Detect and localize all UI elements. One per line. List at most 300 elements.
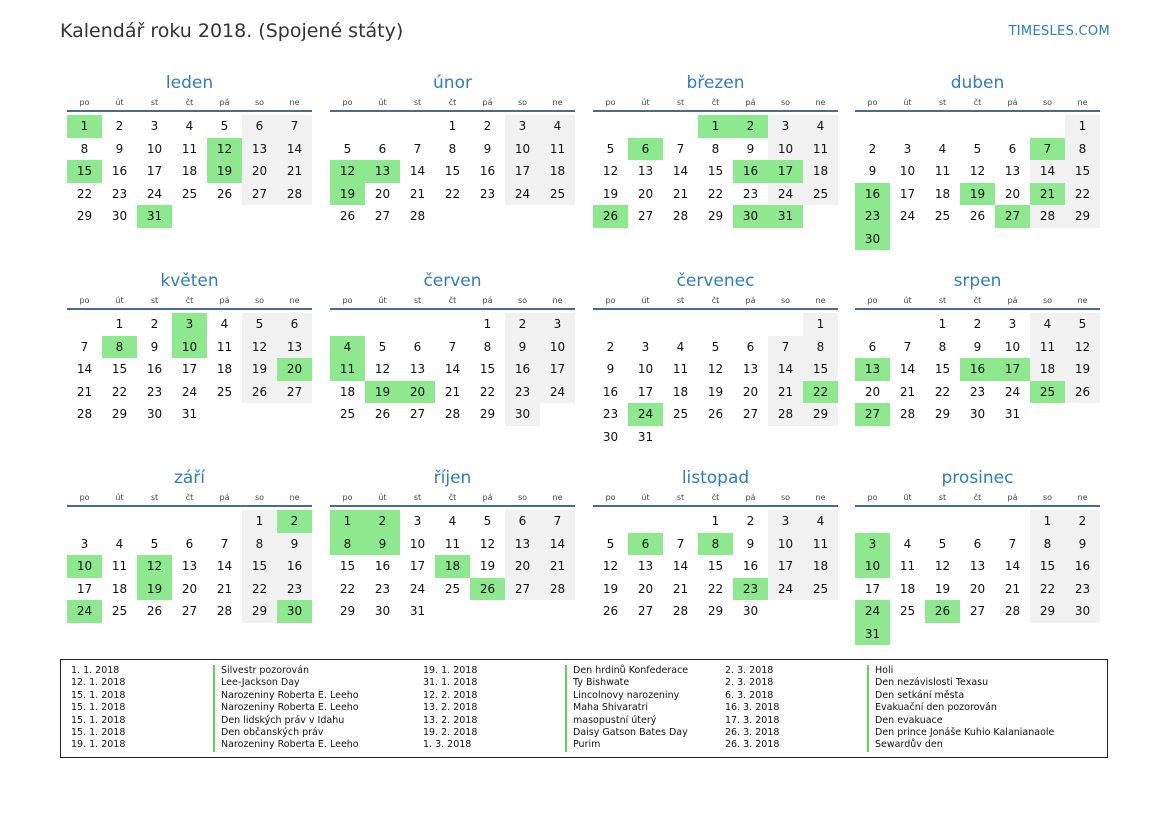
month-name: listopad xyxy=(681,468,750,488)
weekday-label: po xyxy=(605,98,616,107)
empty-cell xyxy=(890,115,925,138)
weekday-label: út xyxy=(903,98,912,107)
month-block xyxy=(593,270,838,448)
holiday-day-cell: 20 xyxy=(277,358,312,381)
day-cell: 8 xyxy=(80,141,89,156)
weekday-label: pá xyxy=(745,98,756,107)
weekday-label: ne xyxy=(1077,296,1088,305)
day-cell: 12 xyxy=(374,362,391,376)
week-row xyxy=(67,381,312,404)
empty-cell xyxy=(102,510,137,533)
weekday-label: út xyxy=(903,296,912,305)
day-cell: 16 xyxy=(742,559,759,573)
holiday-date: 12. 1. 2018 xyxy=(71,677,126,689)
empty-cell xyxy=(365,115,400,138)
day-cell: 24 xyxy=(768,578,803,601)
weekday-label: út xyxy=(378,296,387,305)
holiday-date: 26. 3. 2018 xyxy=(725,726,780,738)
day-cell: 3 xyxy=(150,119,159,133)
day-cell: 28 xyxy=(899,407,916,421)
day-cell: 18 xyxy=(111,581,128,596)
holiday-day-cell: 6 xyxy=(628,533,663,556)
month-name: březen xyxy=(686,73,745,93)
day-cell: 7 xyxy=(413,141,422,156)
month-block xyxy=(855,467,1100,645)
weekday-label: čt xyxy=(973,98,982,107)
empty-cell xyxy=(995,228,1030,251)
month-name: květen xyxy=(160,271,219,291)
empty-cell xyxy=(733,426,768,449)
empty-cell xyxy=(435,313,470,336)
day-cell: 8 xyxy=(1065,138,1100,161)
weekday-label: čt xyxy=(973,493,982,502)
day-cell: 26 xyxy=(602,604,619,618)
day-cell: 7 xyxy=(676,141,685,156)
day-cell: 1 xyxy=(1065,115,1100,138)
day-cell: 26 xyxy=(1065,381,1100,404)
weekday-header xyxy=(593,96,838,112)
weekday-label: pá xyxy=(482,493,493,502)
holiday-entry xyxy=(725,715,1105,727)
empty-cell xyxy=(1030,623,1065,646)
holiday-date: 19. 2. 2018 xyxy=(423,726,478,738)
day-cell: 29 xyxy=(707,604,724,618)
holiday-day-cell: 7 xyxy=(1030,138,1065,161)
week-row xyxy=(855,336,1100,359)
weekday-label: so xyxy=(254,296,265,305)
day-cell: 18 xyxy=(899,581,916,596)
day-cell: 1 xyxy=(483,317,492,331)
month-block xyxy=(593,467,838,623)
day-cell: 5 xyxy=(606,536,615,551)
holiday-day-cell: 16 xyxy=(855,183,890,206)
weekday-label: pá xyxy=(1007,296,1018,305)
day-cell: 18 xyxy=(1030,358,1065,381)
holiday-day-cell: 12 xyxy=(330,160,365,183)
day-cell: 18 xyxy=(672,384,689,399)
day-cell: 2 xyxy=(868,141,877,156)
weekday-label: pá xyxy=(219,98,230,107)
week-row xyxy=(330,115,575,138)
holiday-name: Lee-Jackson Day xyxy=(213,677,300,689)
weekday-label: so xyxy=(517,493,528,502)
day-cell: 20 xyxy=(637,186,654,201)
day-cell: 23 xyxy=(277,578,312,601)
empty-cell xyxy=(960,115,995,138)
day-cell: 7 xyxy=(676,536,685,551)
holiday-day-cell: 20 xyxy=(400,381,435,404)
weekday-label: po xyxy=(605,296,616,305)
day-cell: 3 xyxy=(413,514,422,528)
day-cell: 5 xyxy=(711,339,720,354)
day-cell: 15 xyxy=(1030,555,1065,578)
month-block xyxy=(855,270,1100,426)
day-cell: 6 xyxy=(505,510,540,533)
day-cell: 22 xyxy=(444,186,461,201)
day-cell: 14 xyxy=(216,559,233,573)
day-cell: 1 xyxy=(448,119,457,133)
empty-cell xyxy=(1030,403,1065,426)
empty-cell xyxy=(663,510,698,533)
day-cell: 8 xyxy=(483,339,492,354)
week-row xyxy=(855,138,1100,161)
day-cell: 26 xyxy=(969,209,986,223)
weekday-label: út xyxy=(115,493,124,502)
holiday-day-cell: 19 xyxy=(365,381,400,404)
empty-cell xyxy=(207,403,242,426)
page-title: Kalendář roku 2018. (Spojené státy) xyxy=(60,20,404,42)
day-cell: 30 xyxy=(742,604,759,618)
holiday-day-cell: 19 xyxy=(137,578,172,601)
weekday-label: čt xyxy=(448,98,457,107)
weekday-label: čt xyxy=(185,98,194,107)
day-cell: 17 xyxy=(76,581,93,596)
week-row xyxy=(855,205,1100,228)
weekday-label: st xyxy=(938,296,947,305)
weekday-label: so xyxy=(780,98,791,107)
day-cell: 9 xyxy=(505,336,540,359)
day-cell: 18 xyxy=(803,160,838,183)
month-block xyxy=(67,270,312,426)
day-cell: 21 xyxy=(277,160,312,183)
day-cell: 22 xyxy=(339,581,356,596)
holiday-day-cell: 26 xyxy=(925,600,960,623)
day-cell: 17 xyxy=(505,160,540,183)
day-cell: 3 xyxy=(540,313,575,336)
month-name: září xyxy=(173,468,206,488)
day-cell: 1 xyxy=(938,317,947,331)
day-cell: 21 xyxy=(672,581,689,596)
day-cell: 17 xyxy=(409,559,426,573)
week-row xyxy=(330,533,575,556)
day-cell: 28 xyxy=(409,209,426,223)
day-cell: 12 xyxy=(602,164,619,178)
week-row xyxy=(67,600,312,623)
day-cell: 16 xyxy=(602,384,619,399)
holiday-entry xyxy=(71,702,451,714)
brand-logo[interactable]: TIMESLES.COM xyxy=(1008,24,1110,39)
week-row xyxy=(67,205,312,228)
holiday-date: 26. 3. 2018 xyxy=(725,739,780,751)
day-cell: 27 xyxy=(242,183,277,206)
day-cell: 31 xyxy=(409,604,426,618)
empty-cell xyxy=(663,426,698,449)
day-cell: 5 xyxy=(150,536,159,551)
day-cell: 30 xyxy=(505,403,540,426)
month-name: červenec xyxy=(676,271,755,291)
holiday-name: Den prince Jonáše Kuhio Kalanianaole xyxy=(867,727,1054,739)
holiday-day-cell: 16 xyxy=(960,358,995,381)
day-cell: 2 xyxy=(1065,510,1100,533)
day-cell: 10 xyxy=(768,533,803,556)
day-cell: 24 xyxy=(768,183,803,206)
day-cell: 5 xyxy=(378,339,387,354)
day-cell: 27 xyxy=(181,604,198,618)
day-cell: 3 xyxy=(1008,317,1017,331)
week-row xyxy=(593,336,838,359)
weekday-label: po xyxy=(867,493,878,502)
day-cell: 27 xyxy=(637,604,654,618)
empty-cell xyxy=(995,623,1030,646)
weekday-label: čt xyxy=(711,98,720,107)
empty-cell xyxy=(277,403,312,426)
day-cell: 20 xyxy=(1004,186,1021,201)
day-cell: 9 xyxy=(746,141,755,156)
day-cell: 15 xyxy=(934,362,951,376)
day-cell: 13 xyxy=(181,559,198,573)
weekday-header xyxy=(855,96,1100,112)
holiday-name: Lincolnovy narozeniny xyxy=(565,690,679,702)
day-cell: 17 xyxy=(181,362,198,376)
holiday-entry xyxy=(725,690,1105,702)
day-cell: 9 xyxy=(606,362,615,376)
holiday-day-cell: 24 xyxy=(67,600,102,623)
day-cell: 14 xyxy=(672,164,689,178)
empty-cell xyxy=(960,228,995,251)
weekday-label: pá xyxy=(482,98,493,107)
day-cell: 16 xyxy=(505,358,540,381)
day-cell: 20 xyxy=(181,581,198,596)
day-cell: 7 xyxy=(903,339,912,354)
holiday-entry xyxy=(725,727,1105,739)
day-cell: 11 xyxy=(803,138,838,161)
day-cell: 11 xyxy=(803,533,838,556)
weekday-label: po xyxy=(79,493,90,502)
week-row xyxy=(330,578,575,601)
day-cell: 1 xyxy=(115,317,124,331)
day-cell: 15 xyxy=(707,164,724,178)
day-cell: 18 xyxy=(934,186,951,201)
week-row xyxy=(330,138,575,161)
holiday-name: Den lidských práv v Idahu xyxy=(213,715,344,727)
day-cell: 25 xyxy=(216,384,233,399)
day-cell: 6 xyxy=(185,536,194,551)
day-cell: 16 xyxy=(479,164,496,178)
day-cell: 10 xyxy=(146,141,163,156)
day-cell: 11 xyxy=(899,559,916,573)
empty-cell xyxy=(400,115,435,138)
week-row xyxy=(593,555,838,578)
week-row xyxy=(855,623,1100,646)
empty-cell xyxy=(505,600,540,623)
holiday-date: 6. 3. 2018 xyxy=(725,689,774,701)
day-cell: 28 xyxy=(1030,205,1065,228)
day-cell: 27 xyxy=(409,407,426,421)
weekday-label: út xyxy=(115,98,124,107)
empty-cell xyxy=(995,510,1030,533)
weekday-label: ne xyxy=(1077,98,1088,107)
day-cell: 8 xyxy=(448,141,457,156)
week-row xyxy=(67,358,312,381)
holiday-day-cell: 31 xyxy=(855,623,890,646)
week-row xyxy=(330,313,575,336)
day-cell: 25 xyxy=(803,183,838,206)
day-cell: 15 xyxy=(111,362,128,376)
day-cell: 29 xyxy=(707,209,724,223)
day-cell: 16 xyxy=(146,362,163,376)
day-cell: 4 xyxy=(938,141,947,156)
weekday-label: čt xyxy=(185,296,194,305)
holiday-column xyxy=(725,665,1105,752)
empty-cell xyxy=(733,313,768,336)
weekday-label: st xyxy=(150,493,159,502)
day-cell: 19 xyxy=(1065,358,1100,381)
day-cell: 17 xyxy=(768,555,803,578)
day-cell: 21 xyxy=(1004,581,1021,596)
month-block xyxy=(67,467,312,623)
month-block xyxy=(330,270,575,426)
day-cell: 13 xyxy=(969,559,986,573)
holiday-day-cell: 2 xyxy=(733,115,768,138)
day-cell: 12 xyxy=(969,164,986,178)
holiday-entry xyxy=(71,665,451,677)
holiday-name: Evakuační den pozorován xyxy=(867,702,997,714)
holiday-day-cell: 10 xyxy=(67,555,102,578)
empty-cell xyxy=(400,313,435,336)
week-row xyxy=(855,600,1100,623)
day-cell: 23 xyxy=(742,186,759,201)
holiday-day-cell: 18 xyxy=(435,555,470,578)
empty-cell xyxy=(242,403,277,426)
weekday-label: ne xyxy=(815,493,826,502)
day-cell: 11 xyxy=(540,138,575,161)
weekday-label: so xyxy=(1042,493,1053,502)
week-row xyxy=(330,381,575,404)
day-cell: 10 xyxy=(409,536,426,551)
day-cell: 17 xyxy=(146,164,163,178)
week-row xyxy=(855,358,1100,381)
empty-cell xyxy=(435,205,470,228)
weekday-label: st xyxy=(150,296,159,305)
holiday-date: 1. 3. 2018 xyxy=(423,739,472,751)
day-cell: 9 xyxy=(1065,533,1100,556)
day-cell: 14 xyxy=(899,362,916,376)
holiday-name: Den evakuace xyxy=(867,715,943,727)
holiday-day-cell: 1 xyxy=(67,115,102,138)
day-cell: 17 xyxy=(637,384,654,399)
holiday-name: Ty Bishwate xyxy=(565,677,629,689)
day-cell: 20 xyxy=(637,581,654,596)
holiday-day-cell: 6 xyxy=(628,138,663,161)
empty-cell xyxy=(365,313,400,336)
day-cell: 13 xyxy=(1004,164,1021,178)
holiday-entry xyxy=(71,715,451,727)
weekday-label: út xyxy=(641,493,650,502)
holiday-name: Den hrdinů Konfederace xyxy=(565,665,688,677)
week-row xyxy=(593,115,838,138)
empty-cell xyxy=(330,313,365,336)
empty-cell xyxy=(698,313,733,336)
day-cell: 20 xyxy=(742,384,759,399)
day-cell: 5 xyxy=(242,313,277,336)
day-cell: 24 xyxy=(409,581,426,596)
day-cell: 26 xyxy=(374,407,391,421)
day-cell: 13 xyxy=(637,164,654,178)
holiday-date: 13. 2. 2018 xyxy=(423,714,478,726)
day-cell: 30 xyxy=(969,407,986,421)
day-cell: 23 xyxy=(111,186,128,201)
day-cell: 4 xyxy=(676,339,685,354)
day-cell: 27 xyxy=(637,209,654,223)
day-cell: 3 xyxy=(768,510,803,533)
week-row xyxy=(330,555,575,578)
week-row xyxy=(330,403,575,426)
month-block xyxy=(593,72,838,228)
week-row xyxy=(593,160,838,183)
holiday-day-cell: 24 xyxy=(628,403,663,426)
day-cell: 29 xyxy=(803,403,838,426)
holiday-day-cell: 4 xyxy=(330,336,365,359)
week-row xyxy=(593,183,838,206)
day-cell: 26 xyxy=(242,381,277,404)
empty-cell xyxy=(890,510,925,533)
week-row xyxy=(855,183,1100,206)
holiday-date: 31. 1. 2018 xyxy=(423,677,478,689)
day-cell: 22 xyxy=(707,186,724,201)
day-cell: 7 xyxy=(1008,536,1017,551)
day-cell: 1 xyxy=(803,313,838,336)
day-cell: 25 xyxy=(339,407,356,421)
day-cell: 5 xyxy=(483,514,492,528)
empty-cell xyxy=(540,600,575,623)
day-cell: 29 xyxy=(242,600,277,623)
day-cell: 2 xyxy=(483,119,492,133)
day-cell: 11 xyxy=(934,164,951,178)
day-cell: 26 xyxy=(146,604,163,618)
holiday-day-cell: 19 xyxy=(207,160,242,183)
holiday-name: Daisy Gatson Bates Day xyxy=(565,727,688,739)
holiday-entry xyxy=(725,702,1105,714)
day-cell: 2 xyxy=(115,119,124,133)
holiday-entry xyxy=(71,739,451,751)
day-cell: 28 xyxy=(277,183,312,206)
holiday-day-cell: 31 xyxy=(137,205,172,228)
day-cell: 17 xyxy=(864,581,881,596)
holiday-name: Den občanských práv xyxy=(213,727,324,739)
day-cell: 4 xyxy=(803,510,838,533)
holiday-day-cell: 2 xyxy=(277,510,312,533)
day-cell: 5 xyxy=(606,141,615,156)
day-cell: 17 xyxy=(540,358,575,381)
holiday-date: 19. 1. 2018 xyxy=(423,665,478,676)
day-cell: 29 xyxy=(76,209,93,223)
day-cell: 4 xyxy=(185,119,194,133)
holiday-date: 15. 1. 2018 xyxy=(71,689,126,701)
day-cell: 3 xyxy=(768,115,803,138)
empty-cell xyxy=(207,510,242,533)
empty-cell xyxy=(1030,115,1065,138)
week-row xyxy=(67,578,312,601)
day-cell: 2 xyxy=(746,514,755,528)
empty-cell xyxy=(698,426,733,449)
day-cell: 21 xyxy=(76,384,93,399)
empty-cell xyxy=(890,313,925,336)
day-cell: 25 xyxy=(934,209,951,223)
day-cell: 30 xyxy=(602,429,619,444)
day-cell: 21 xyxy=(768,381,803,404)
day-cell: 4 xyxy=(115,536,124,551)
day-cell: 21 xyxy=(444,384,461,399)
day-cell: 10 xyxy=(505,138,540,161)
day-cell: 22 xyxy=(1030,578,1065,601)
holiday-day-cell: 25 xyxy=(1030,381,1065,404)
empty-cell xyxy=(960,510,995,533)
weekday-label: út xyxy=(115,296,124,305)
day-cell: 20 xyxy=(969,581,986,596)
week-row xyxy=(855,533,1100,556)
empty-cell xyxy=(803,426,838,449)
weekday-label: st xyxy=(413,98,422,107)
